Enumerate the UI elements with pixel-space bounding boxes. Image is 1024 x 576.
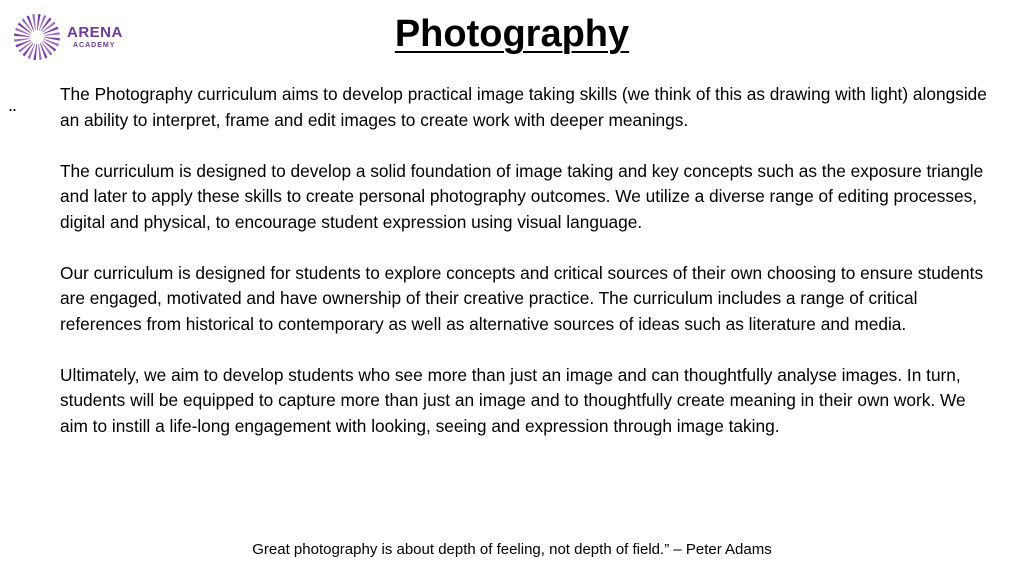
paragraph-exploration: Our curriculum is designed for students to explore concepts and critical sources of their own choosing to ensure students are engaged, motivated and have ownership of their creative practice. The curriculum includes a range of critical references from historical to contemporary as well as alternative sources of ideas such as literature and media. [60,262,984,334]
paragraph-foundation: The curriculum is designed to develop a solid foundation of image taking and key concepts such as the exposure triangle and later to apply these skills to create personal photography outcomes. We utilize a diverse range of editing processes, digital and physical, to encourage student expression using visual language. [60,160,984,232]
curriculum-text [60,82,990,439]
logo-subtitle: ACADEMY [73,42,116,49]
closing-quote: Great photography is about depth of feeling, not depth of field.” – Peter Adams [252,541,772,558]
bullet-marker: .. [8,95,17,115]
paragraph-intro: The Photography curriculum aims to develop practical image taking skills (we think of this as drawing with light) alongside an ability to interpret, frame and edit images to create work with deeper meanings. [60,84,987,130]
page-title: Photography [394,13,630,55]
logo-name: ARENA [67,24,123,41]
paragraph-aim: Ultimately, we aim to develop students who see more than just an image and can thoughtfully analyse images. In turn, students will be equipped to capture more than just an image and to thoughtfully create meaning in their own work. We aim to instill a life-long engagement with looking, seeing and expression through image taking. [60,364,966,436]
